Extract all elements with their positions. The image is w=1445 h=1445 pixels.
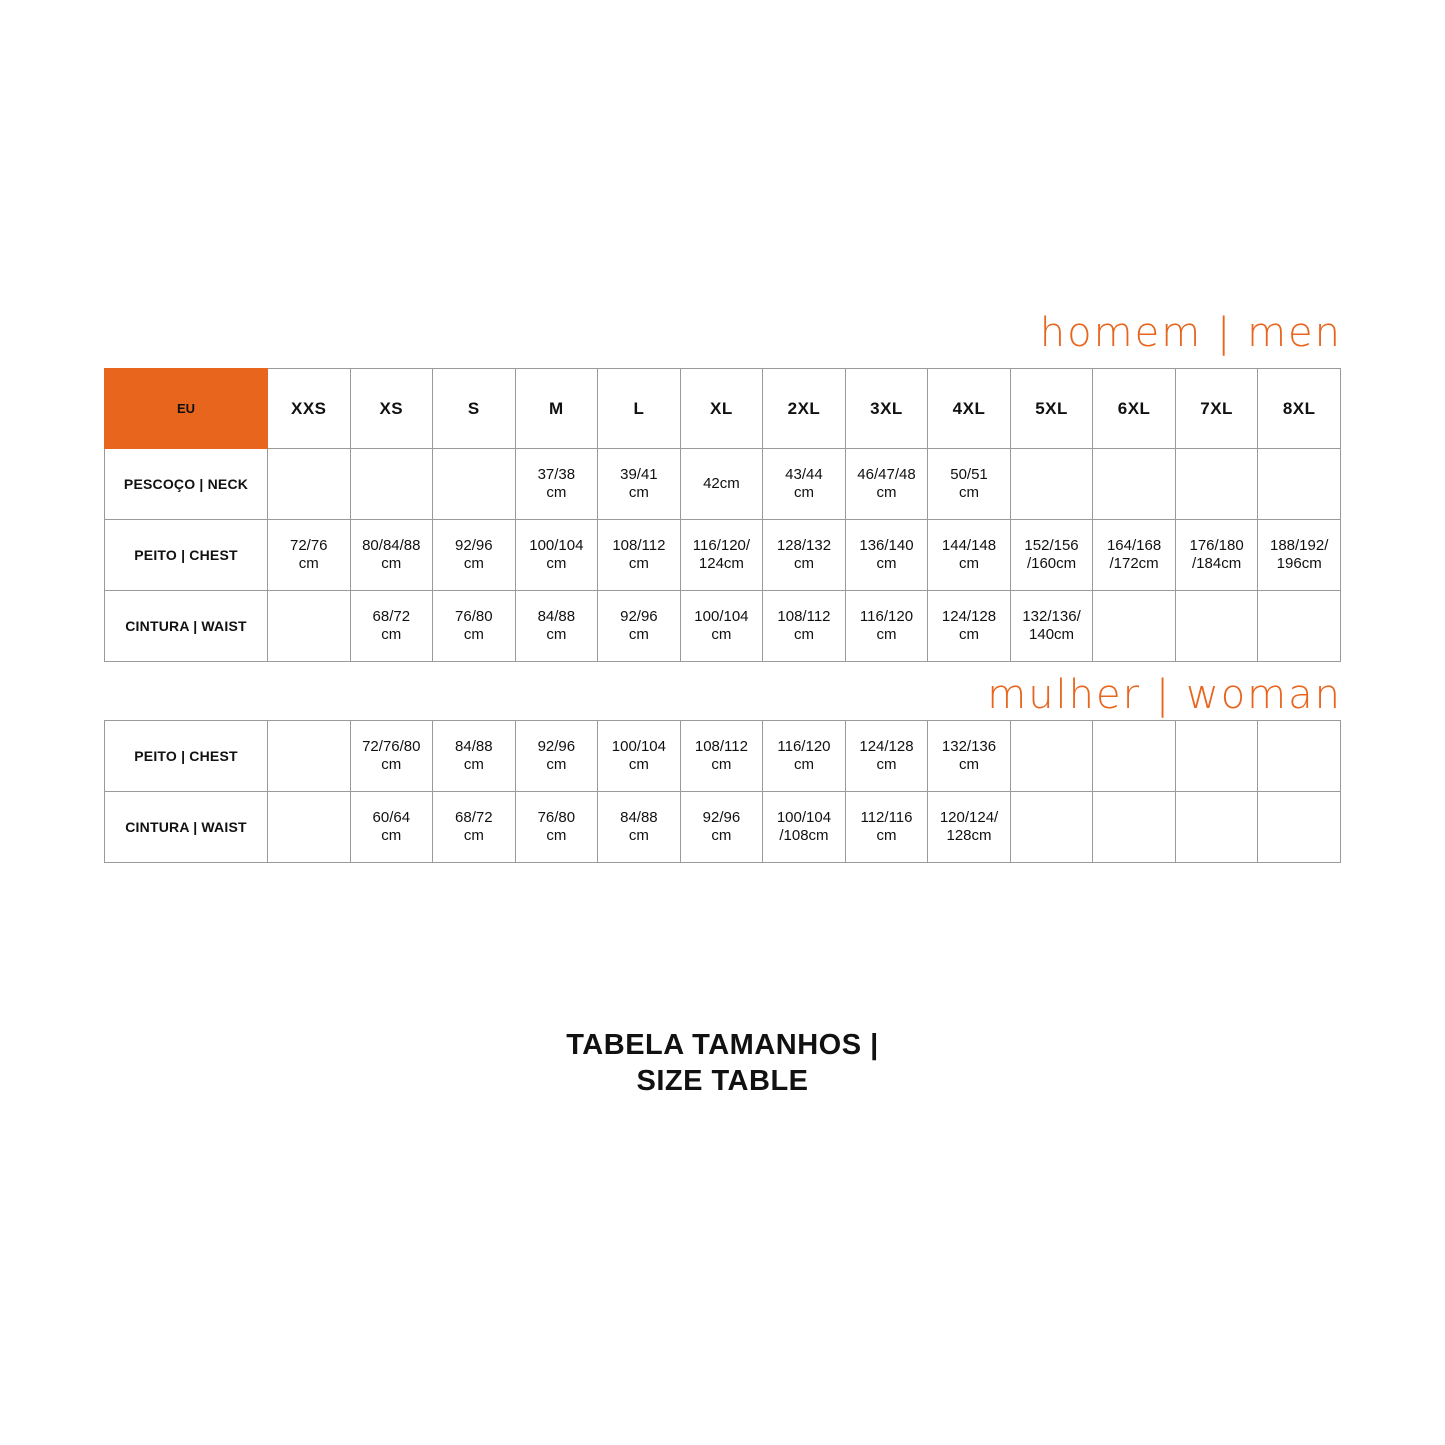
measurement-cell: 84/88 cm <box>433 721 516 792</box>
row-label: PEITO | CHEST <box>105 520 268 591</box>
row-label: CINTURA | WAIST <box>105 591 268 662</box>
measurement-cell <box>268 591 351 662</box>
measurement-cell <box>268 449 351 520</box>
measurement-cell: 100/104 /108cm <box>763 792 846 863</box>
measurement-cell: 124/128 cm <box>845 721 928 792</box>
size-header-row <box>105 369 1341 449</box>
size-header-4xl: 4XL <box>928 369 1011 449</box>
table-row <box>105 449 1341 520</box>
measurement-cell: 92/96 cm <box>598 591 681 662</box>
size-header-l: L <box>598 369 681 449</box>
measurement-cell <box>1258 591 1341 662</box>
row-label: PESCOÇO | NECK <box>105 449 268 520</box>
measurement-cell: 39/41 cm <box>598 449 681 520</box>
measurement-cell <box>1258 792 1341 863</box>
measurement-cell: 152/156 /160cm <box>1010 520 1093 591</box>
measurement-cell: 100/104 cm <box>598 721 681 792</box>
measurement-cell: 120/124/ 128cm <box>928 792 1011 863</box>
size-header-6xl: 6XL <box>1093 369 1176 449</box>
measurement-cell: 37/38 cm <box>515 449 598 520</box>
measurement-cell: 76/80 cm <box>433 591 516 662</box>
eu-header-cell: EU <box>105 369 268 449</box>
measurement-cell: 100/104 cm <box>515 520 598 591</box>
size-header-m: M <box>515 369 598 449</box>
size-header-xs: XS <box>350 369 433 449</box>
size-header-7xl: 7XL <box>1175 369 1258 449</box>
woman-section-title: mulher | woman <box>987 672 1342 718</box>
size-header-s: S <box>433 369 516 449</box>
size-header-3xl: 3XL <box>845 369 928 449</box>
measurement-cell: 80/84/88 cm <box>350 520 433 591</box>
measurement-cell <box>268 792 351 863</box>
measurement-cell: 43/44 cm <box>763 449 846 520</box>
measurement-cell <box>1175 792 1258 863</box>
measurement-cell <box>1010 721 1093 792</box>
measurement-cell: 112/116 cm <box>845 792 928 863</box>
measurement-cell: 92/96 cm <box>515 721 598 792</box>
measurement-cell: 84/88 cm <box>598 792 681 863</box>
size-header-8xl: 8XL <box>1258 369 1341 449</box>
measurement-cell: 116/120 cm <box>763 721 846 792</box>
men-size-table <box>104 368 1341 662</box>
measurement-cell: 188/192/ 196cm <box>1258 520 1341 591</box>
measurement-cell: 128/132 cm <box>763 520 846 591</box>
measurement-cell: 92/96 cm <box>433 520 516 591</box>
woman-size-table <box>104 720 1341 863</box>
measurement-cell <box>1258 449 1341 520</box>
measurement-cell: 108/112 cm <box>763 591 846 662</box>
measurement-cell: 76/80 cm <box>515 792 598 863</box>
table-row <box>105 721 1341 792</box>
measurement-cell: 60/64 cm <box>350 792 433 863</box>
measurement-cell: 84/88 cm <box>515 591 598 662</box>
measurement-cell: 132/136 cm <box>928 721 1011 792</box>
table-row <box>105 520 1341 591</box>
measurement-cell <box>1175 591 1258 662</box>
measurement-cell <box>1175 449 1258 520</box>
measurement-cell: 108/112 cm <box>680 721 763 792</box>
measurement-cell <box>350 449 433 520</box>
measurement-cell <box>433 449 516 520</box>
measurement-cell: 176/180 /184cm <box>1175 520 1258 591</box>
size-header-5xl: 5XL <box>1010 369 1093 449</box>
measurement-cell: 92/96 cm <box>680 792 763 863</box>
table-row <box>105 591 1341 662</box>
measurement-cell <box>1093 792 1176 863</box>
measurement-cell: 50/51 cm <box>928 449 1011 520</box>
measurement-cell <box>1175 721 1258 792</box>
size-header-xxs: XXS <box>268 369 351 449</box>
measurement-cell: 124/128 cm <box>928 591 1011 662</box>
measurement-cell: 108/112 cm <box>598 520 681 591</box>
size-header-2xl: 2XL <box>763 369 846 449</box>
measurement-cell <box>268 721 351 792</box>
measurement-cell: 72/76 cm <box>268 520 351 591</box>
measurement-cell: 68/72 cm <box>350 591 433 662</box>
row-label: CINTURA | WAIST <box>105 792 268 863</box>
measurement-cell: 68/72 cm <box>433 792 516 863</box>
footer-title <box>0 1027 1445 1099</box>
footer-title-line1: TABELA TAMANHOS | <box>566 1029 879 1061</box>
measurement-cell <box>1093 449 1176 520</box>
measurement-cell: 72/76/80 cm <box>350 721 433 792</box>
measurement-cell: 116/120/ 124cm <box>680 520 763 591</box>
measurement-cell <box>1093 721 1176 792</box>
measurement-cell: 116/120 cm <box>845 591 928 662</box>
table-row <box>105 792 1341 863</box>
measurement-cell: 136/140 cm <box>845 520 928 591</box>
measurement-cell: 42cm <box>680 449 763 520</box>
measurement-cell: 100/104 cm <box>680 591 763 662</box>
measurement-cell: 164/168 /172cm <box>1093 520 1176 591</box>
size-header-xl: XL <box>680 369 763 449</box>
measurement-cell <box>1258 721 1341 792</box>
footer-title-line2: SIZE TABLE <box>636 1065 809 1097</box>
men-section-title: homem | men <box>1039 310 1342 356</box>
measurement-cell: 132/136/ 140cm <box>1010 591 1093 662</box>
measurement-cell: 144/148 cm <box>928 520 1011 591</box>
row-label: PEITO | CHEST <box>105 721 268 792</box>
measurement-cell: 46/47/48 cm <box>845 449 928 520</box>
measurement-cell <box>1010 449 1093 520</box>
measurement-cell <box>1010 792 1093 863</box>
measurement-cell <box>1093 591 1176 662</box>
